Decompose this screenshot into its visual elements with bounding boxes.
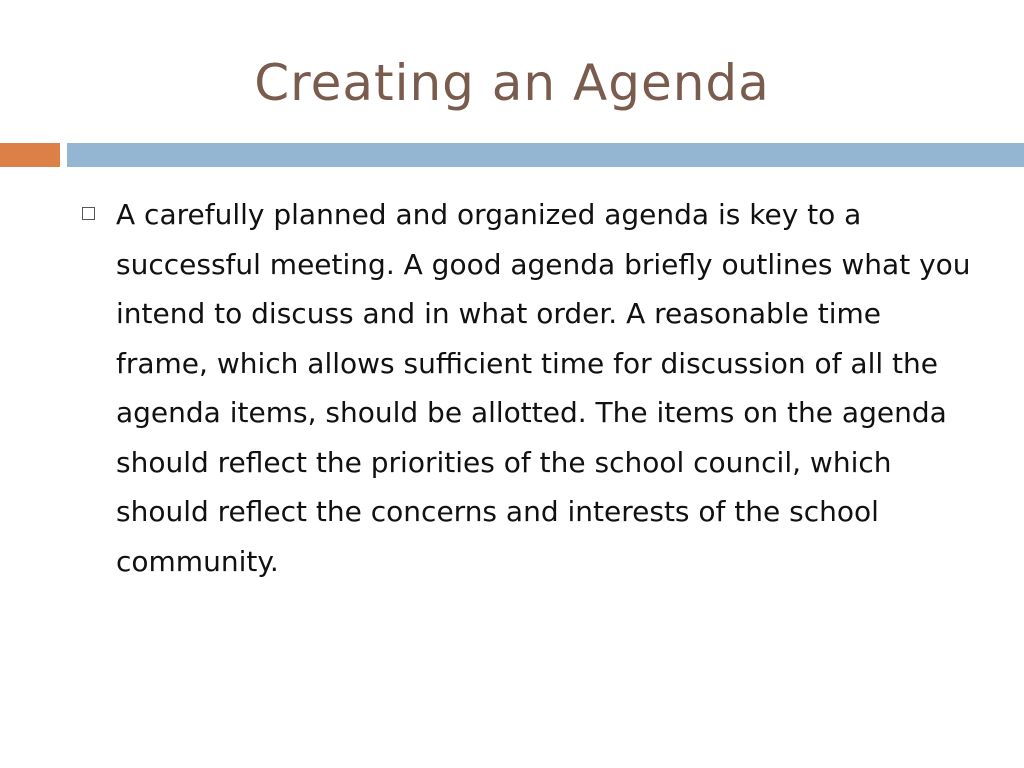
bullet-item: [80, 190, 980, 586]
slide-title: Creating an Agenda: [254, 54, 770, 112]
slide-content: [80, 190, 980, 586]
accent-bar-blue: [67, 143, 1024, 167]
square-bullet-icon: [82, 207, 95, 220]
accent-bar-orange: [0, 143, 60, 167]
bullet-text: A carefully planned and organized agenda is key to a successful meeting. A good agenda briefly outlines what you intend to discuss and in what order. A reasonable time frame, which allows sufficient time for discussion of all the agenda items, should be allotted. The items on the agenda should reflect the priorities of the school council, which should reflect the concerns and interests of the school community.: [116, 198, 971, 578]
